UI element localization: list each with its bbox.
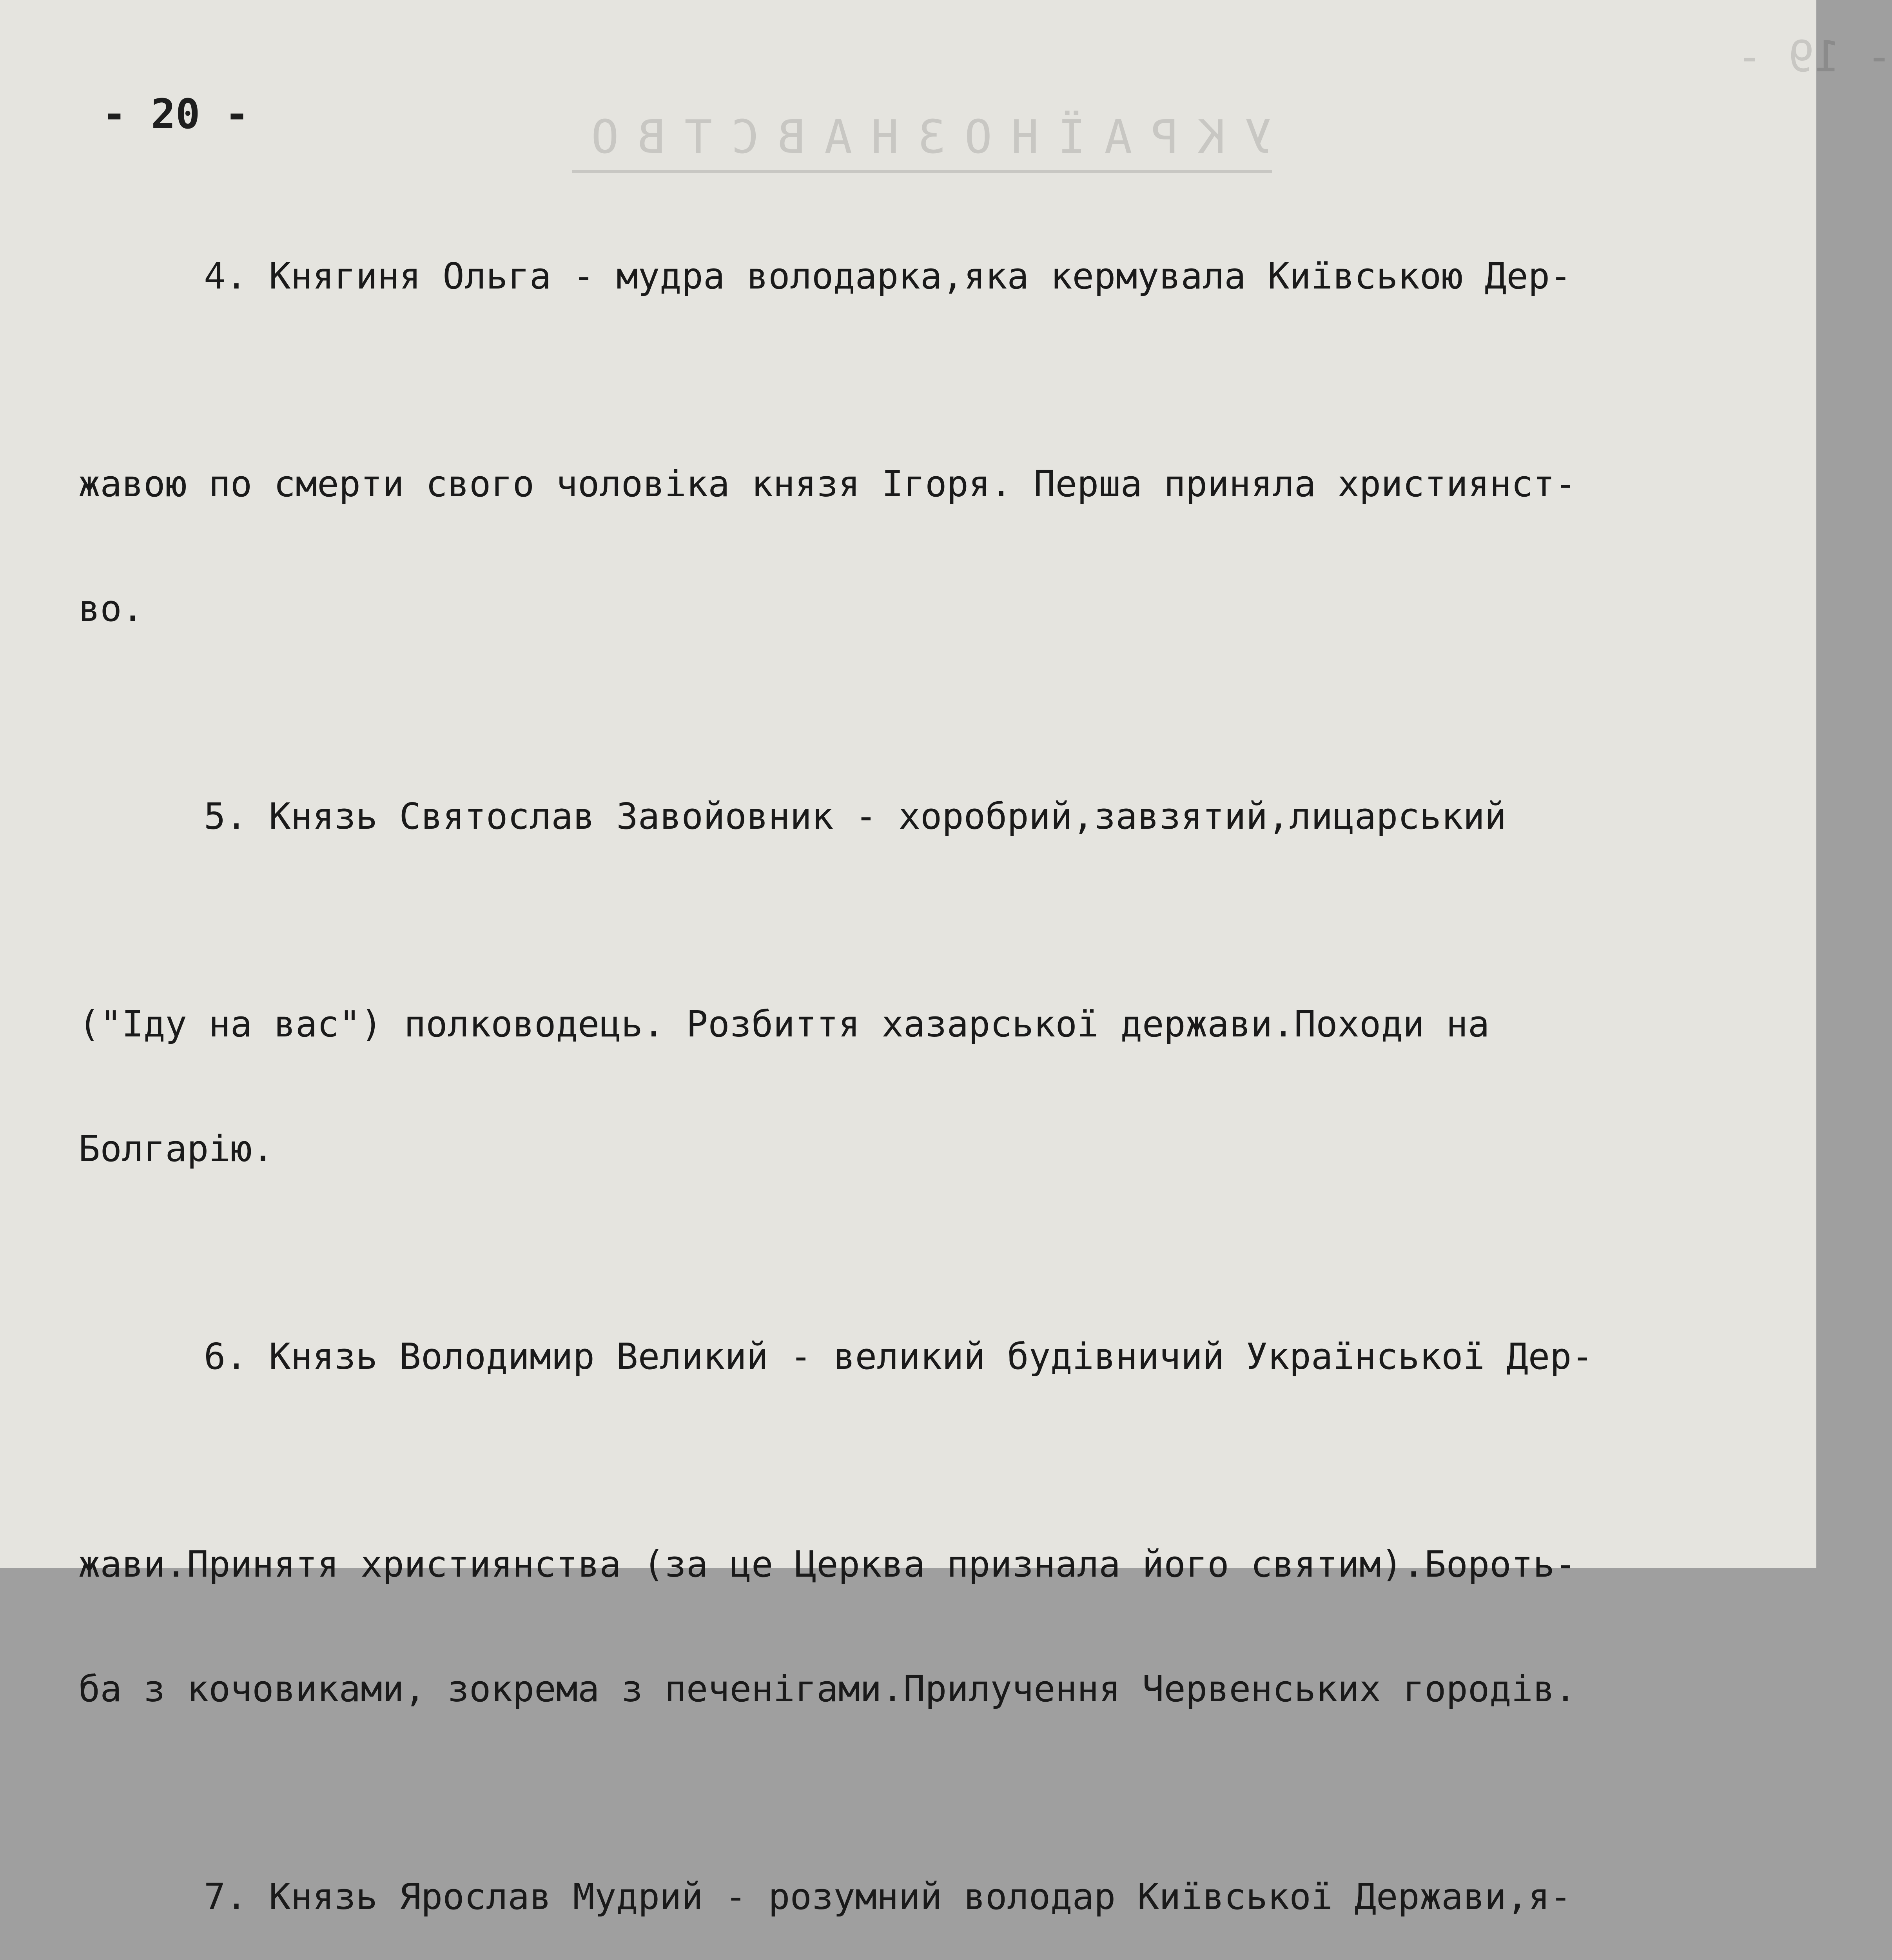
entry-line: ("Іду на вас") полководець. Розбиття хазарської держави.Походи на: [78, 1003, 1490, 1045]
bleed-through-page-number: - 19 -: [1736, 31, 1892, 82]
entry-line: ба з кочовиками, зокрема з печенігами.Прилучення Червенських городів.: [78, 1668, 1576, 1710]
entry-line: жави.Принятя християнства (за це Церква признала його святим).Борoть-: [78, 1543, 1576, 1585]
page-number: - 20 -: [102, 90, 249, 138]
entry-line: 6. Князь Володимир Великий - великий будівничий Української Дер-: [204, 1336, 1593, 1377]
entry-sviatoslav: [78, 713, 1760, 920]
bleed-through-heading: УКРАЇНОЗНАВСТВО: [572, 110, 1272, 173]
entry-olga: [78, 172, 1760, 380]
entry-line: жавою по смерти свого чоловіка князя Ігоря. Перша приняла християнст-: [78, 463, 1576, 505]
entry-sviatoslav-continuation: [78, 920, 1760, 1253]
entry-line: Болгарію.: [78, 1128, 274, 1170]
entry-line: 7. Князь Ярослав Мудрий - розумний володар Київської Держави,я-: [204, 1876, 1572, 1918]
document-body: [78, 172, 1760, 1960]
entry-line: во.: [78, 588, 144, 630]
entry-yaroslav-wise: [78, 1793, 1760, 1960]
entry-line: 5. Князь Святослав Завойовник - хоробрий,завзятий,лицарський: [204, 795, 1507, 837]
entry-olga-continuation: [78, 380, 1760, 713]
section-first-trial: [78, 172, 1760, 1960]
entry-volodymyr-great-continuation: [78, 1461, 1760, 1793]
entry-volodymyr-great: [78, 1253, 1760, 1461]
entry-line: 4. Княгиня Ольга - мудра володарка,яка кермувала Київською Дер-: [204, 255, 1572, 297]
